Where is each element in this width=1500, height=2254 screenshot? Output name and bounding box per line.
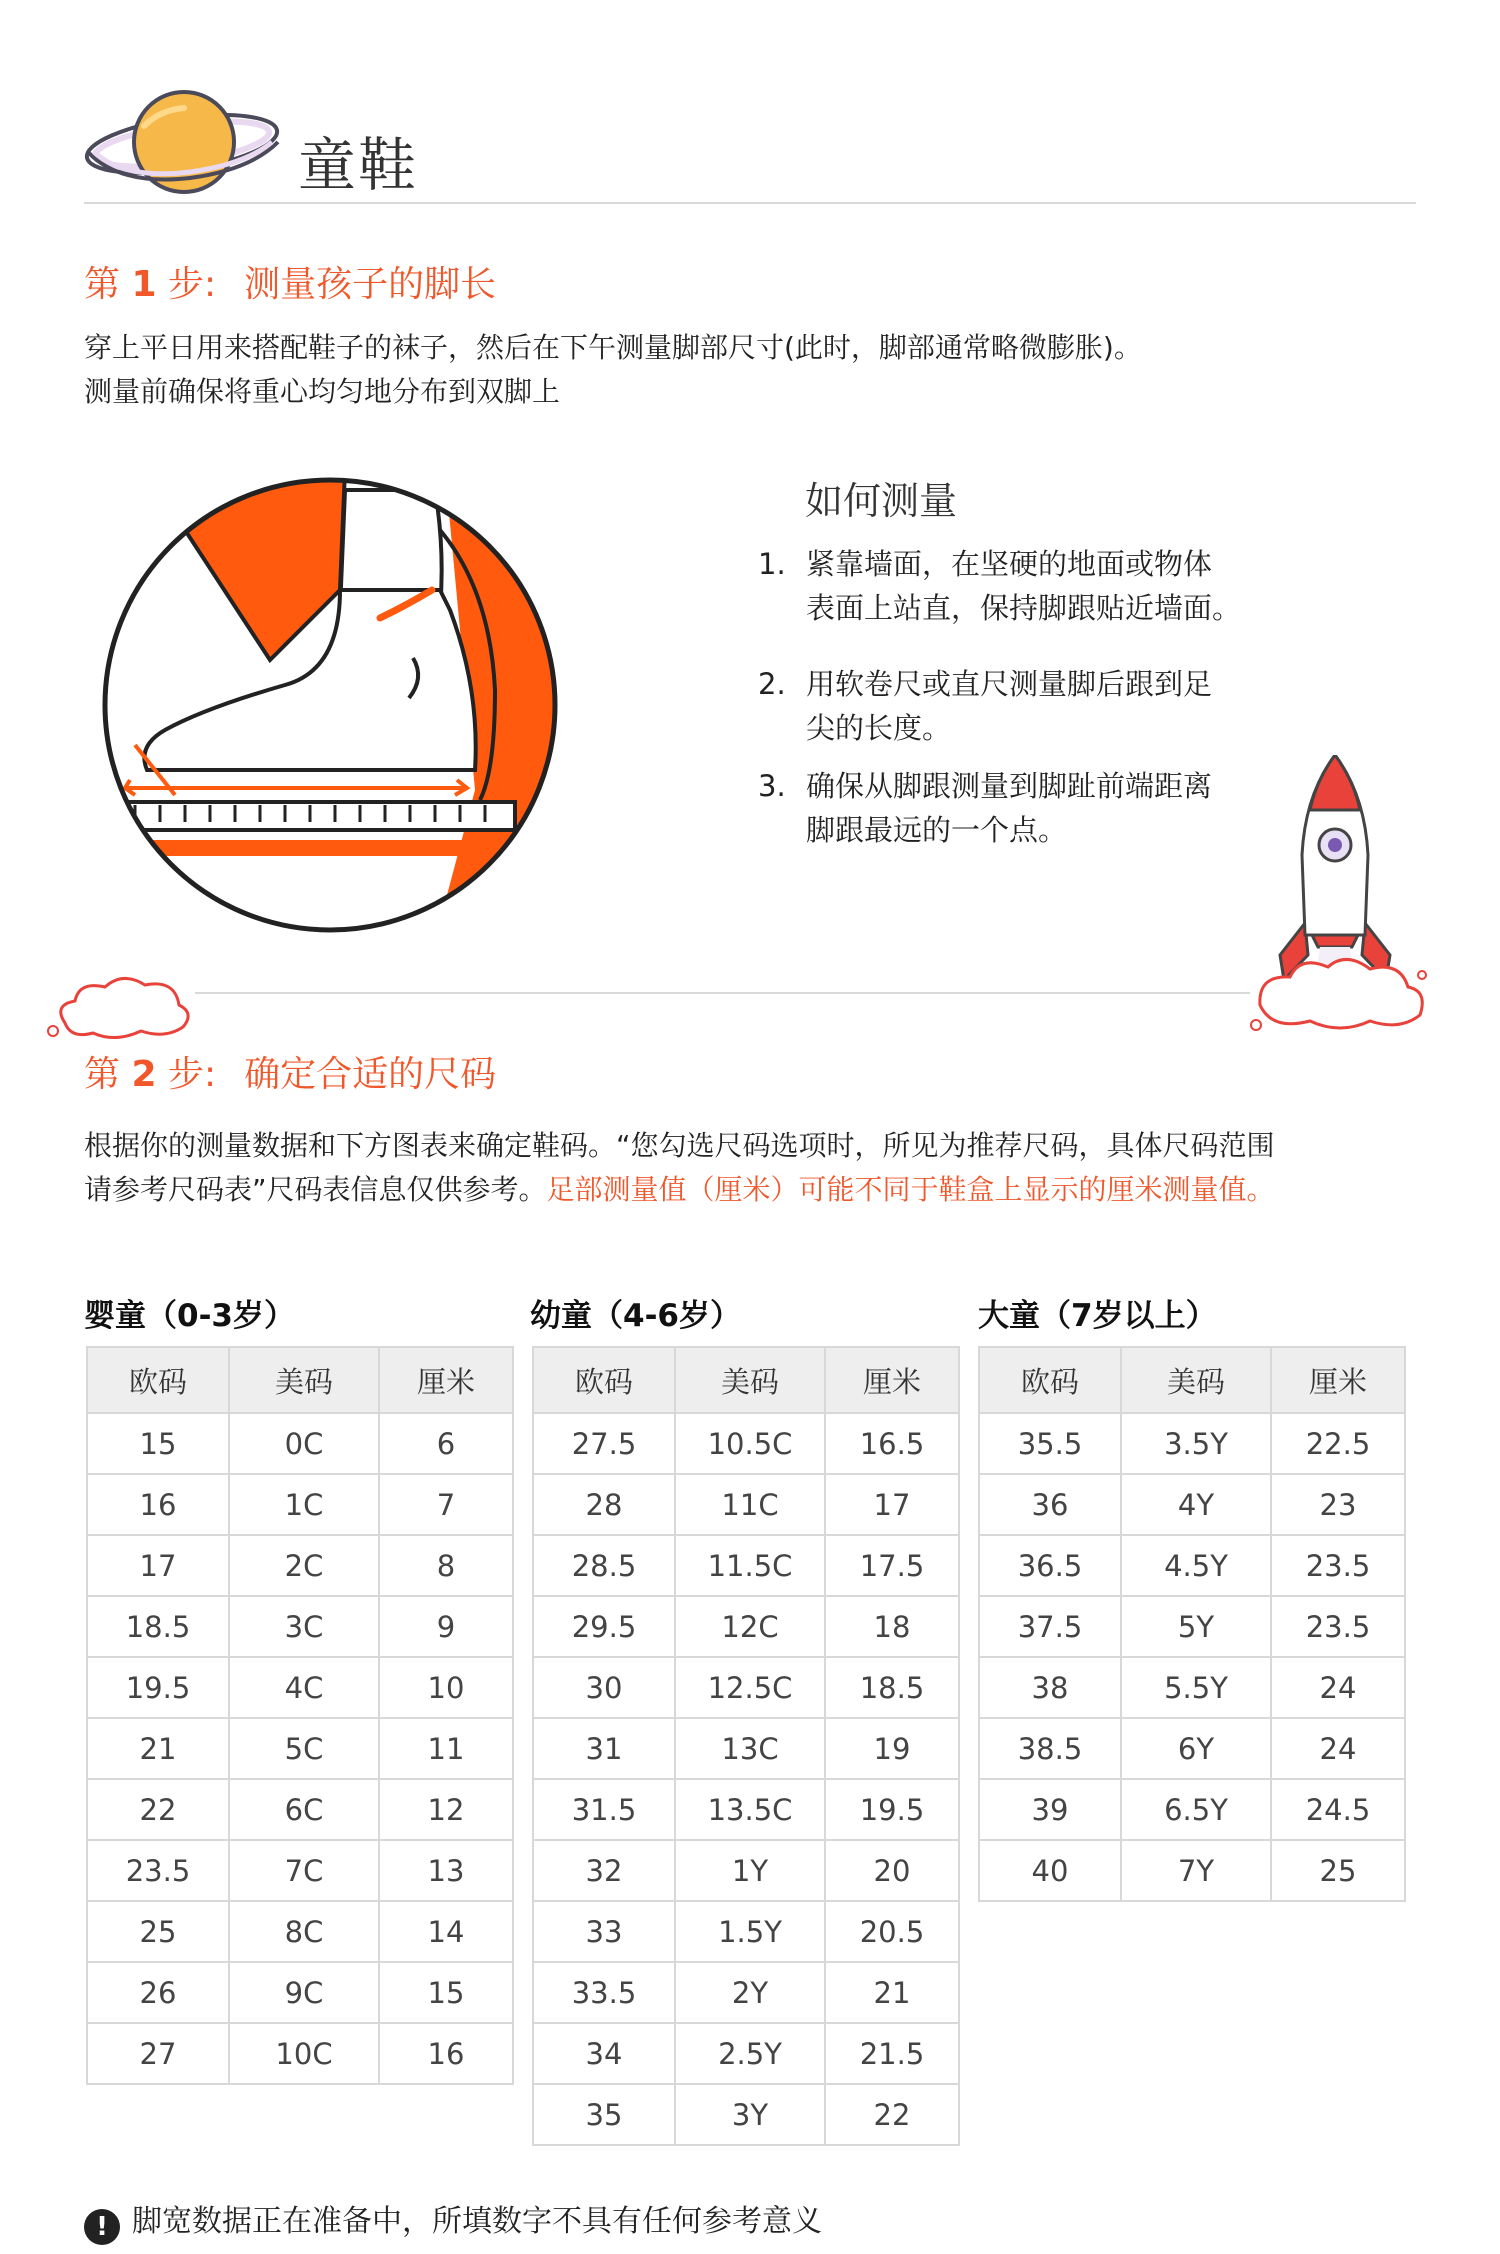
table-cell: 3C [229, 1596, 379, 1657]
table-cell: 8 [379, 1535, 513, 1596]
table-row [533, 1962, 959, 2023]
table-cell: 39 [979, 1779, 1121, 1840]
table-cell: 9 [379, 1596, 513, 1657]
table-row [979, 1657, 1405, 1718]
table-cell: 17 [825, 1474, 959, 1535]
table-cell: 4.5Y [1121, 1535, 1271, 1596]
step2-desc-highlight: 足部测量值（厘米）可能不同于鞋盒上显示的厘米测量值。 [546, 1173, 1275, 1206]
table-cell: 6.5Y [1121, 1779, 1271, 1840]
step1-heading: 测量孩子的脚长 [244, 264, 497, 305]
how-to-item-number: 1. [758, 547, 786, 581]
table-header-row [979, 1347, 1405, 1413]
table-cell: 36.5 [979, 1535, 1121, 1596]
footnote [84, 2196, 822, 2245]
table-row [87, 1840, 513, 1901]
column-header: 美码 [675, 1347, 825, 1413]
table-row [979, 1718, 1405, 1779]
step2-title [84, 1046, 496, 1097]
how-to-item-line2: 尖的长度。 [806, 711, 952, 745]
table-cell: 27.5 [533, 1413, 675, 1474]
table-row [979, 1413, 1405, 1474]
table-cell: 19.5 [825, 1779, 959, 1840]
table-cell: 23.5 [1271, 1596, 1405, 1657]
table-cell: 12 [379, 1779, 513, 1840]
page-title: 童鞋 [298, 131, 419, 199]
table-header-row [533, 1347, 959, 1413]
table-row [87, 1535, 513, 1596]
column-header: 厘米 [825, 1347, 959, 1413]
table-cell: 5C [229, 1718, 379, 1779]
table-row [533, 1779, 959, 1840]
table-cell: 2.5Y [675, 2023, 825, 2084]
table-cell: 10 [379, 1657, 513, 1718]
table-cell: 36 [979, 1474, 1121, 1535]
table-cell: 37.5 [979, 1596, 1121, 1657]
little-table-title: 幼童（4-6岁） [530, 1298, 742, 1334]
how-to-item-line1: 紧靠墙面，在坚硬的地面或物体 [806, 547, 1213, 581]
table-cell: 6Y [1121, 1718, 1271, 1779]
table-row [979, 1535, 1405, 1596]
table-cell: 33.5 [533, 1962, 675, 2023]
table-row [87, 1901, 513, 1962]
table-cell: 30 [533, 1657, 675, 1718]
column-header: 欧码 [87, 1347, 229, 1413]
table-header-row [87, 1347, 513, 1413]
table-cell: 20 [825, 1840, 959, 1901]
table-cell: 31 [533, 1718, 675, 1779]
table-cell: 7 [379, 1474, 513, 1535]
table-cell: 22.5 [1271, 1413, 1405, 1474]
step1-label: 第 [84, 264, 121, 305]
how-to-item-number: 2. [758, 667, 786, 701]
column-header: 厘米 [379, 1347, 513, 1413]
table-cell: 5.5Y [1121, 1657, 1271, 1718]
step2-desc-line1: 根据你的测量数据和下方图表来确定鞋码。“您勾选尺码选项时，所见为推荐尺码，具体尺码范围 [84, 1129, 1275, 1162]
table-cell: 13C [675, 1718, 825, 1779]
step2-suffix: 步: [167, 1054, 217, 1095]
table-row [979, 1840, 1405, 1901]
table-cell: 16 [379, 2023, 513, 2084]
table-cell: 25 [1271, 1840, 1405, 1901]
column-header: 欧码 [979, 1347, 1121, 1413]
table-cell: 24.5 [1271, 1779, 1405, 1840]
table-cell: 21 [825, 1962, 959, 2023]
table-cell: 25 [87, 1901, 229, 1962]
table-row [87, 1962, 513, 2023]
table-cell: 24 [1271, 1657, 1405, 1718]
table-row [533, 1718, 959, 1779]
table-cell: 6 [379, 1413, 513, 1474]
column-header: 欧码 [533, 1347, 675, 1413]
table-cell: 9C [229, 1962, 379, 2023]
step1-title [84, 256, 496, 307]
table-cell: 38.5 [979, 1718, 1121, 1779]
alert-icon: ! [84, 2209, 120, 2245]
big-table-title: 大童（7岁以上） [978, 1298, 1217, 1334]
table-cell: 12C [675, 1596, 825, 1657]
table-cell: 23 [1271, 1474, 1405, 1535]
step2-desc-normal: 请参考尺码表”尺码表信息仅供参考。 [84, 1173, 547, 1206]
how-to-item-line2: 脚跟最远的一个点。 [806, 813, 1068, 847]
how-to-item-number: 3. [758, 769, 786, 803]
table-row [979, 1596, 1405, 1657]
table-cell: 22 [87, 1779, 229, 1840]
cloud-icon [45, 965, 195, 1045]
step2-desc-line2 [84, 1168, 1464, 1212]
table-cell: 21.5 [825, 2023, 959, 2084]
table-cell: 14 [379, 1901, 513, 1962]
table-cell: 34 [533, 2023, 675, 2084]
rocket-icon [1250, 755, 1430, 1035]
table-row [87, 1474, 513, 1535]
table-cell: 7Y [1121, 1840, 1271, 1901]
table-cell: 22 [825, 2084, 959, 2145]
step2-description [84, 1124, 1464, 1212]
step1-desc-line2: 测量前确保将重心均匀地分布到双脚上 [84, 375, 561, 408]
table-cell: 1Y [675, 1840, 825, 1901]
table-cell: 15 [379, 1962, 513, 2023]
table-cell: 18.5 [87, 1596, 229, 1657]
table-cell: 17.5 [825, 1535, 959, 1596]
table-cell: 20.5 [825, 1901, 959, 1962]
table-cell: 11.5C [675, 1535, 825, 1596]
how-to-item [758, 542, 1278, 630]
footnote-text: 脚宽数据正在准备中，所填数字不具有任何参考意义 [132, 2204, 822, 2239]
table-cell: 3Y [675, 2084, 825, 2145]
table-cell: 23.5 [87, 1840, 229, 1901]
how-to-item-line1: 确保从脚跟测量到脚趾前端距离 [806, 769, 1213, 803]
table-cell: 8C [229, 1901, 379, 1962]
step2-number: 2 [131, 1054, 157, 1095]
table-cell: 11C [675, 1474, 825, 1535]
table-cell: 35.5 [979, 1413, 1121, 1474]
table-cell: 7C [229, 1840, 379, 1901]
table-cell: 35 [533, 2084, 675, 2145]
step2-heading: 确定合适的尺码 [244, 1054, 497, 1095]
infant-size-table [86, 1346, 514, 2085]
table-cell: 16.5 [825, 1413, 959, 1474]
step2-label: 第 [84, 1054, 121, 1095]
planet-icon [80, 82, 285, 202]
step1-desc-line1: 穿上平日用来搭配鞋子的袜子，然后在下午测量脚部尺寸(此时，脚部通常略微膨胀)。 [84, 331, 1142, 364]
table-cell: 19 [825, 1718, 959, 1779]
table-cell: 28.5 [533, 1535, 675, 1596]
table-cell: 21 [87, 1718, 229, 1779]
step1-number: 1 [131, 264, 157, 305]
table-cell: 12.5C [675, 1657, 825, 1718]
table-cell: 18.5 [825, 1657, 959, 1718]
table-cell: 28 [533, 1474, 675, 1535]
table-cell: 1.5Y [675, 1901, 825, 1962]
table-row [87, 1596, 513, 1657]
table-cell: 33 [533, 1901, 675, 1962]
table-cell: 2C [229, 1535, 379, 1596]
how-to-item-line1: 用软卷尺或直尺测量脚后跟到足 [806, 667, 1213, 701]
table-cell: 3.5Y [1121, 1413, 1271, 1474]
table-cell: 2Y [675, 1962, 825, 2023]
table-row [533, 1840, 959, 1901]
table-cell: 17 [87, 1535, 229, 1596]
table-cell: 6C [229, 1779, 379, 1840]
step1-suffix: 步: [167, 264, 217, 305]
table-cell: 15 [87, 1413, 229, 1474]
foot-measure-illustration [95, 470, 565, 940]
table-row [533, 1535, 959, 1596]
big-size-table [978, 1346, 1406, 1902]
table-cell: 5Y [1121, 1596, 1271, 1657]
infant-table-title: 婴童（0-3岁） [84, 1298, 296, 1334]
little-size-table [532, 1346, 960, 2146]
table-row [533, 1596, 959, 1657]
table-row [533, 2084, 959, 2145]
table-cell: 23.5 [1271, 1535, 1405, 1596]
how-to-item [758, 662, 1278, 750]
table-row [979, 1474, 1405, 1535]
section-divider [195, 992, 1250, 994]
table-cell: 13.5C [675, 1779, 825, 1840]
table-row [87, 1779, 513, 1840]
table-cell: 13 [379, 1840, 513, 1901]
table-row [533, 2023, 959, 2084]
column-header: 厘米 [1271, 1347, 1405, 1413]
how-to-item-line2: 表面上站直，保持脚跟贴近墙面。 [806, 591, 1242, 625]
table-cell: 27 [87, 2023, 229, 2084]
table-cell: 38 [979, 1657, 1121, 1718]
table-cell: 1C [229, 1474, 379, 1535]
table-row [979, 1779, 1405, 1840]
header-divider [84, 202, 1416, 204]
table-cell: 26 [87, 1962, 229, 2023]
table-cell: 4Y [1121, 1474, 1271, 1535]
table-cell: 32 [533, 1840, 675, 1901]
table-cell: 16 [87, 1474, 229, 1535]
step1-description [84, 326, 1424, 414]
table-row [533, 1413, 959, 1474]
table-cell: 40 [979, 1840, 1121, 1901]
table-cell: 31.5 [533, 1779, 675, 1840]
table-row [87, 2023, 513, 2084]
table-cell: 10C [229, 2023, 379, 2084]
table-cell: 29.5 [533, 1596, 675, 1657]
table-row [533, 1657, 959, 1718]
table-row [533, 1474, 959, 1535]
table-cell: 19.5 [87, 1657, 229, 1718]
table-row [533, 1901, 959, 1962]
table-cell: 24 [1271, 1718, 1405, 1779]
table-cell: 0C [229, 1413, 379, 1474]
table-cell: 18 [825, 1596, 959, 1657]
how-to-item [758, 764, 1278, 852]
table-row [87, 1657, 513, 1718]
column-header: 美码 [229, 1347, 379, 1413]
table-cell: 11 [379, 1718, 513, 1779]
table-row [87, 1718, 513, 1779]
table-cell: 10.5C [675, 1413, 825, 1474]
how-to-measure-title: 如何测量 [805, 479, 958, 523]
table-row [87, 1413, 513, 1474]
table-cell: 4C [229, 1657, 379, 1718]
column-header: 美码 [1121, 1347, 1271, 1413]
